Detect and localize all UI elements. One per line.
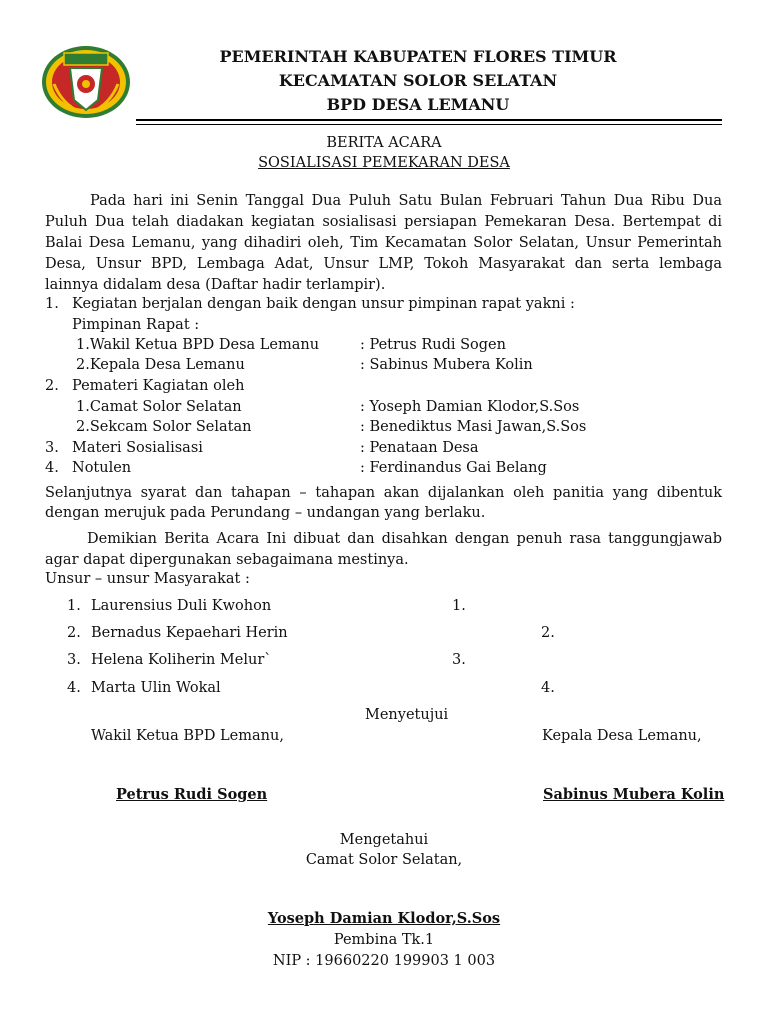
closing-line-2: agar dapat dipergunakan sebagaimana mestinya. — [45, 552, 409, 568]
doc-title: BERITA ACARA — [326, 135, 442, 151]
item-number: 3. — [45, 440, 59, 456]
closing-line-1: Demikian Berita Acara Ini dibuat dan disahkan dengan penuh rasa tanggungjawab — [87, 531, 722, 547]
intro-line-2: Puluh Dua telah diadakan kegiatan sosialisasi persiapan Pemekaran Desa. Bertempat di — [45, 214, 722, 230]
intro-line-5: lainnya didalam desa (Daftar hadir terlampir). — [45, 277, 386, 293]
right-signatory-name: Sabinus Mubera Kolin — [543, 786, 725, 803]
camat-nip: NIP : 19660220 199903 1 003 — [272, 953, 496, 969]
item-value: : Penataan Desa — [360, 440, 479, 456]
header-rule — [136, 119, 722, 121]
item-number: 1. — [45, 296, 59, 312]
unsur-sign-slot: 4. — [541, 680, 555, 696]
pimpinan-role: 1.Wakil Ketua BPD Desa Lemanu — [76, 337, 320, 353]
intro-line-4: Desa, Unsur BPD, Lembaga Adat, Unsur LMP, Tokoh Masyarakat dan serta lembaga — [45, 256, 722, 272]
unsur-number: 1. — [67, 598, 81, 614]
pimpinan-label: Pimpinan Rapat : — [72, 317, 200, 333]
unsur-sign-slot: 2. — [541, 625, 555, 641]
approval-label: Menyetujui — [365, 707, 449, 723]
pimpinan-role: 2.Kepala Desa Lemanu — [76, 357, 245, 373]
item-text: Notulen — [72, 460, 132, 476]
item-text: Pemateri Kagiatan oleh — [72, 378, 245, 394]
unsur-number: 3. — [67, 652, 81, 668]
item-text: Materi Sosialisasi — [72, 440, 203, 456]
item-number: 4. — [45, 460, 59, 476]
unsur-label: Unsur – unsur Masyarakat : — [45, 571, 250, 587]
camat-rank: Pembina Tk.1 — [333, 932, 435, 948]
pimpinan-name: : Sabinus Mubera Kolin — [360, 357, 533, 373]
item-value: : Ferdinandus Gai Belang — [360, 460, 547, 476]
intro-line-1: Pada hari ini Senin Tanggal Dua Puluh Satu Bulan Februari Tahun Dua Ribu Dua — [90, 193, 722, 209]
pemateri-name: : Benediktus Masi Jawan,S.Sos — [360, 419, 587, 435]
next-line-1: Selanjutnya syarat dan tahapan – tahapan akan dijalankan oleh panitia yang dibentuk — [45, 485, 722, 501]
intro-line-3: Balai Desa Lemanu, yang dihadiri oleh, Tim Kecamatan Solor Selatan, Unsur Pemerintah — [45, 235, 722, 251]
unsur-name: Helena Koliherin Melur` — [91, 652, 272, 668]
unsur-name: Laurensius Duli Kwohon — [91, 598, 272, 614]
header-regency: PEMERINTAH KABUPATEN FLORES TIMUR — [219, 47, 617, 66]
camat-name: Yoseph Damian Klodor,S.Sos — [267, 910, 501, 927]
pemateri-role: 1.Camat Solor Selatan — [76, 399, 242, 415]
header-district: KECAMATAN SOLOR SELATAN — [278, 71, 558, 90]
unsur-number: 2. — [67, 625, 81, 641]
pimpinan-name: : Petrus Rudi Sogen — [360, 337, 506, 353]
header-rule-thin — [136, 124, 722, 125]
unsur-name: Bernadus Kepaehari Herin — [91, 625, 288, 641]
acknowledgement-label: Mengetahui — [339, 832, 429, 848]
item-text: Kegiatan berjalan dengan baik dengan unsur pimpinan rapat yakni : — [72, 296, 575, 312]
item-number: 2. — [45, 378, 59, 394]
left-signatory-name: Petrus Rudi Sogen — [116, 786, 268, 803]
pemateri-role: 2.Sekcam Solor Selatan — [76, 419, 252, 435]
unsur-sign-slot: 3. — [452, 652, 466, 668]
header-bpd: BPD DESA LEMANU — [326, 95, 510, 114]
doc-subtitle: SOSIALISASI PEMEKARAN DESA — [258, 155, 510, 171]
unsur-name: Marta Ulin Wokal — [91, 680, 221, 696]
unsur-number: 4. — [67, 680, 81, 696]
camat-role: Camat Solor Selatan, — [305, 852, 463, 868]
right-signatory-role: Kepala Desa Lemanu, — [542, 728, 702, 744]
left-signatory-role: Wakil Ketua BPD Lemanu, — [91, 728, 284, 744]
next-line-2: dengan merujuk pada Perundang – undangan yang berlaku. — [45, 505, 486, 521]
unsur-sign-slot: 1. — [452, 598, 466, 614]
pemateri-name: : Yoseph Damian Klodor,S.Sos — [360, 399, 580, 415]
